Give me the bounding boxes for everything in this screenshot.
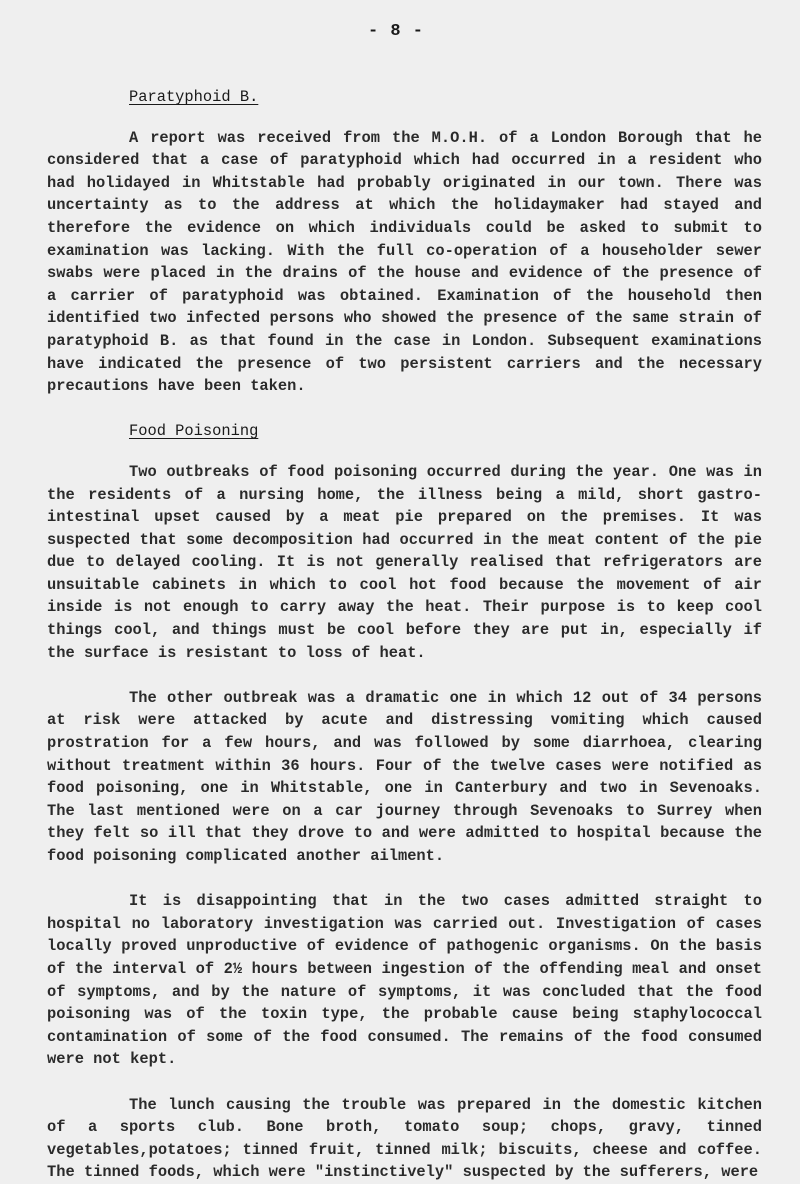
section-heading-food-poisoning: Food Poisoning [129,422,259,441]
paragraph: Two outbreaks of food poisoning occurred during the year. One was in the residents of a nursing home, the illness being a mild, short gastro-intestinal upset caused by a meat pie prepared on the premises. It was suspected that some decomposition had occurred in the meat content of the pie due to delayed cooling. It is not generally realised that refrigerators are unsuitable cabinets in which to cool hot food because the movement of air inside is not enough to carry away the heat. Their purpose is to keep cool things cool, and things must be cool before they are put in, especially if the surface is resistant to loss of heat. [47,462,762,662]
paragraph: The other outbreak was a dramatic one in which 12 out of 34 persons at risk were attacked by acute and distressing vomiting which caused prostration for a few hours, and was followed by some diarrhoea, clearing without treatment within 36 hours. Four of the twelve cases were notified as food poisoning, one in Whitstable, one in Canterbury and two in Sevenoaks. The last mentioned were on a car journey through Sevenoaks to Surrey when they felt so ill that they drove to and were admitted to hospital because the food poisoning complicated another ailment. [47,688,762,865]
paragraph: A report was received from the M.O.H. of a London Borough that he considered that a case of paratyphoid which had occurred in a resident who had holidayed in Whitstable had probably originated in our town. There was uncertainty as to the address at which the holidaymaker had stayed and therefore the evidence on which individuals could be asked to submit to examination was lacking. With the full co-operation of a householder sewer swabs were placed in the drains of the house and evidence of the presence of a carrier of paratyphoid was obtained. Examination of the household then identified two infected persons who showed the presence of the same strain of paratyphoid B. as that found in the case in London. Subsequent examinations have indicated the presence of two persistent carriers and the necessary precautions have been taken. [47,128,762,396]
section-heading-paratyphoid: Paratyphoid B. [129,88,259,106]
paragraph: It is disappointing that in the two cases admitted straight to hospital no laboratory investigation was carried out. Investigation of cases locally proved unproductive of evidence of pathogenic organisms. On the basis of the interval of 2½ hours between ingestion of the offending meal and onset of symptoms, and by the nature of symptoms, it was concluded that the food poisoning was of the toxin type, the probable cause being staphylococcal contamination of some of the food consumed. The remains of the food consumed were not kept. [47,892,762,1069]
page-number: - 8 - [368,22,425,41]
paragraph: The lunch causing the trouble was prepared in the domestic kitchen of a sports club. Bone broth, tomato soup; chops, gravy, tinned vegetables,potatoes; tinned fruit, tinned milk; biscuits, cheese and coffee. The tinned foods, which were "instinctively" suspected by the sufferers, were [47,1095,762,1182]
document-body [47,86,762,1184]
